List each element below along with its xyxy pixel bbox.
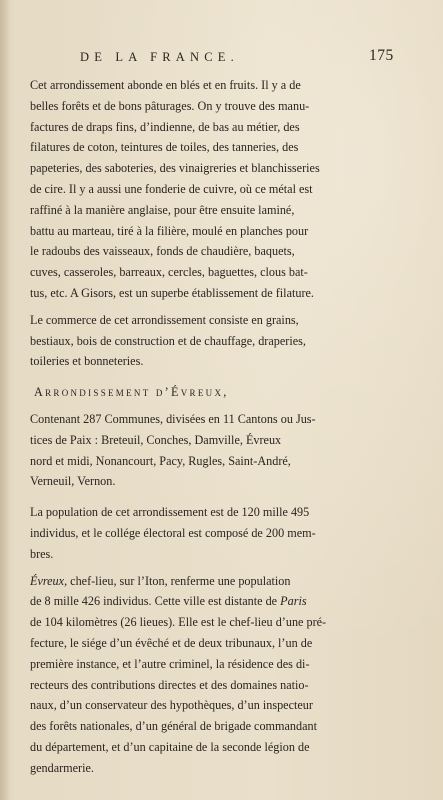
page-number: 175 bbox=[369, 47, 394, 64]
text-line: de cire. Il y a aussi une fonderie de cuivre, où ce métal est bbox=[30, 181, 313, 196]
text-line: bestiaux, bois de construction et de chauffage, draperies, bbox=[30, 333, 306, 348]
text-line: de 8 mille 426 individus. Cette ville est distante de Paris bbox=[30, 594, 307, 609]
text-line: le radoubs des vaisseaux, fonds de chaudière, baquets, bbox=[30, 244, 295, 259]
text-line: de 104 kilomètres (26 lieues). Elle est le chef-lieu d’une pré- bbox=[30, 615, 327, 630]
paragraph-production bbox=[30, 75, 364, 304]
text-line: individus, et le collége électoral est composé de 200 mem- bbox=[30, 525, 316, 540]
text-line: cuves, casseroles, barreaux, cercles, baguettes, clous bat- bbox=[30, 265, 308, 280]
text-line: première instance, et l’autre criminel, la résidence des di- bbox=[30, 656, 310, 671]
text-line: toileries et bonneteries. bbox=[30, 354, 144, 369]
text-line: nord et midi, Nonancourt, Pacy, Rugles, Saint-André, bbox=[30, 453, 291, 468]
text-line: des forêts nationales, d’un général de brigade commandant bbox=[30, 719, 317, 734]
text-line: Cet arrondissement abonde en blés et en fruits. Il y a de bbox=[30, 78, 301, 92]
text-line: tices de Paix : Breteuil, Conches, Damville, Évreux bbox=[30, 432, 282, 447]
text-line: papeteries, des saboteries, des vinaigreries et blanchisseries bbox=[30, 161, 320, 176]
text-line: tus, etc. A Gisors, est un superbe établissement de filature. bbox=[30, 285, 314, 300]
text-line: La population de cet arrondissement est de 120 mille 495 bbox=[30, 505, 310, 520]
text-line: gendarmerie. bbox=[30, 760, 94, 775]
text-line: filatures de coton, teintures de toiles, des tanneries, des bbox=[30, 140, 299, 155]
text-line: Évreux, chef-lieu, sur l’Iton, renferme une population bbox=[30, 573, 291, 588]
paragraph-evreux bbox=[30, 571, 364, 779]
text-line: bres. bbox=[30, 546, 54, 561]
running-title: DE LA FRANCE. bbox=[80, 50, 239, 64]
text-line: Contenant 287 Communes, divisées en 11 Cantons ou Jus- bbox=[30, 411, 316, 426]
text-line: raffiné à la manière anglaise, pour être ensuite laminé, bbox=[30, 202, 295, 217]
section-heading: Arrondissement d’Évreux, bbox=[34, 385, 229, 400]
text-line: Verneuil, Vernon. bbox=[30, 474, 116, 489]
page-gutter-shadow bbox=[0, 0, 10, 800]
paragraph-commerce bbox=[30, 310, 364, 372]
text-line: naux, d’un conservateur des hypothèques, d’un inspecteur bbox=[30, 698, 313, 713]
text-line: Le commerce de cet arrondissement consiste en grains, bbox=[30, 312, 299, 327]
text-line: battu au marteau, tiré à la filière, moulé en planches pour bbox=[30, 223, 309, 238]
paragraph-population bbox=[30, 502, 364, 564]
paragraph-cantons bbox=[30, 409, 364, 492]
text-line: recteurs des contributions directes et des domaines natio- bbox=[30, 677, 309, 692]
page-header bbox=[0, 47, 443, 72]
text-line: du département, et d’un capitaine de la seconde légion de bbox=[30, 739, 310, 754]
body-text bbox=[30, 75, 364, 779]
text-line: factures de draps fins, d’indienne, de bas au métier, des bbox=[30, 119, 300, 134]
text-line: fecture, le siége d’un évêché et de deux tribunaux, l’un de bbox=[30, 635, 313, 650]
text-line: belles forêts et de bons pâturages. On y trouve des manu- bbox=[30, 98, 310, 113]
